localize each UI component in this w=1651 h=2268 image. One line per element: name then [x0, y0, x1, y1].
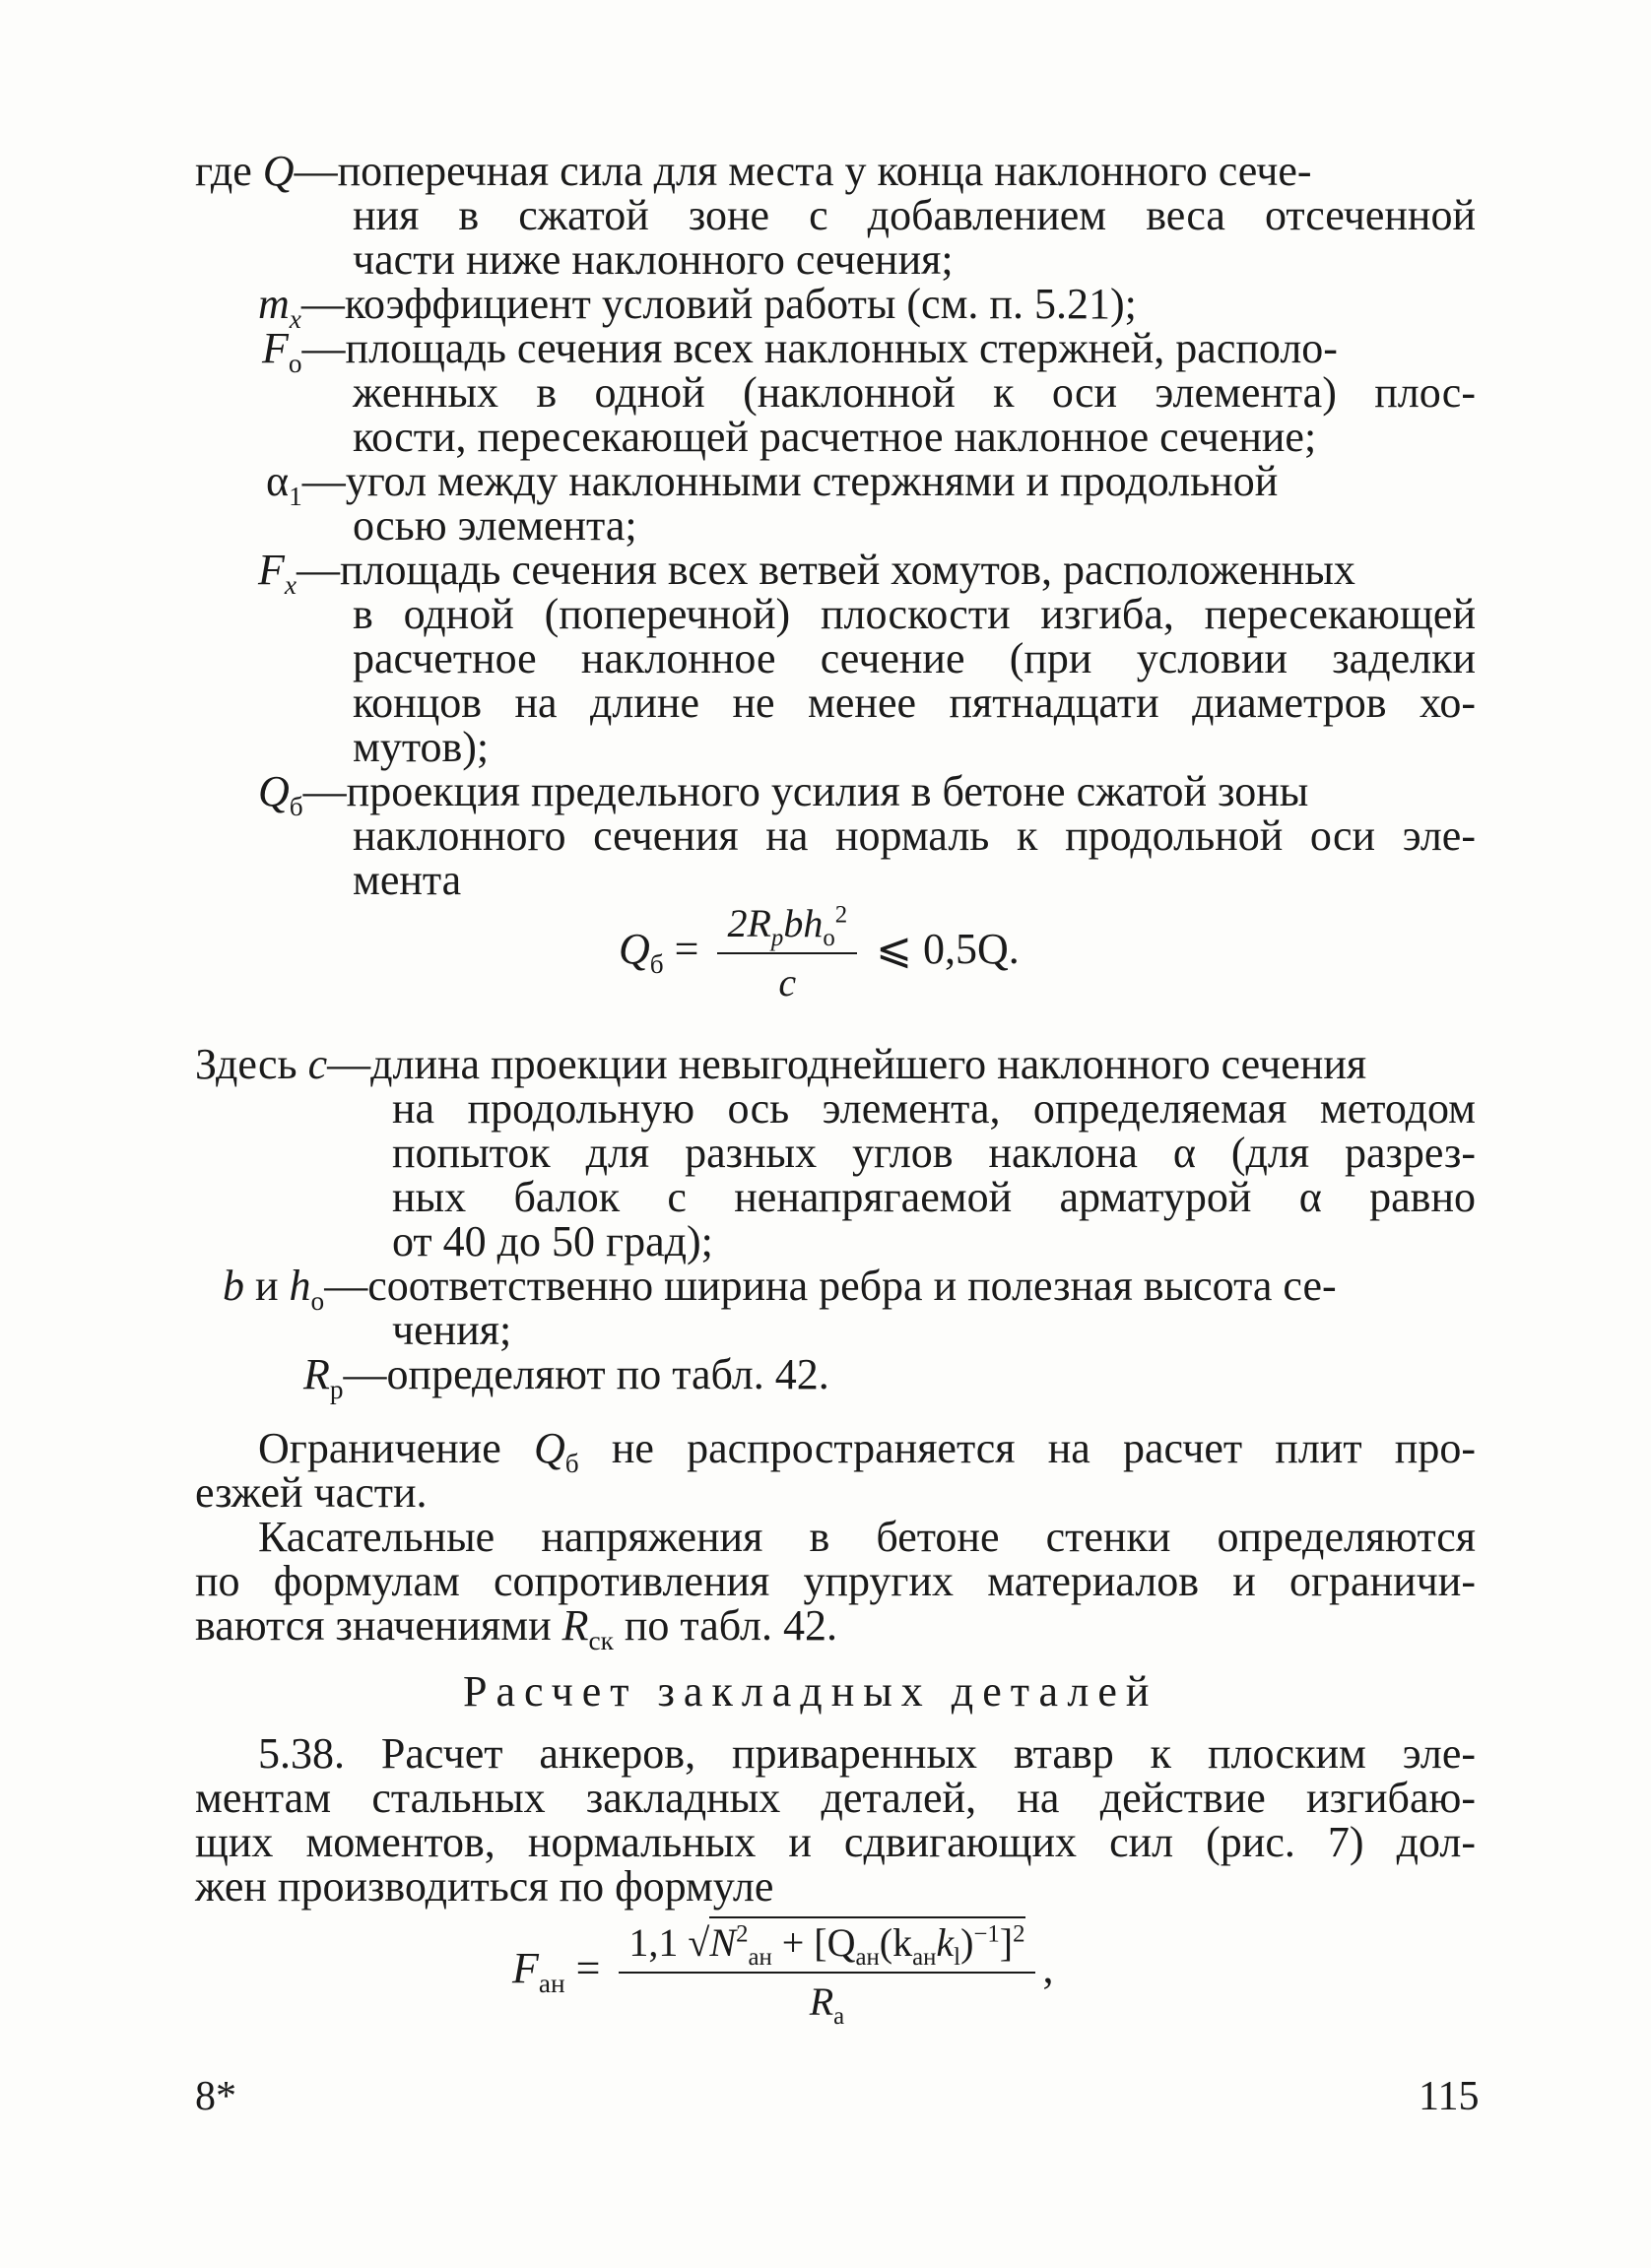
para3-line2: ментам стальных закладных деталей, на действие изгибаю- [195, 1774, 1476, 1822]
word-i: и [255, 1262, 279, 1310]
formula1-lhs: Q [619, 925, 650, 974]
para3-line4: жен производиться по формуле [195, 1862, 774, 1911]
word-zdes: Здесь [195, 1040, 297, 1088]
symbol-qb-inline: Q [533, 1424, 565, 1472]
def-c-text1: —длина проекции невыгоднейшего наклонного сечения [327, 1040, 1367, 1088]
def-q-line3: части ниже наклонного сечения; [353, 235, 954, 284]
def-c-line3: попыток для разных углов наклона α (для разрез- [392, 1129, 1476, 1177]
symbol-rsk: R [561, 1601, 589, 1650]
def-fx-line5: мутов); [353, 723, 490, 771]
def-rp-text1: —определяют по табл. 42. [343, 1350, 829, 1398]
symbol-h-sub: o [310, 1285, 325, 1316]
formula-qb [619, 901, 1020, 1005]
symbol-fx-sub: x [284, 569, 297, 600]
symbol-c: c [307, 1040, 328, 1088]
signature-mark: 8* [195, 2074, 236, 2119]
formula1-fraction [717, 901, 857, 1005]
sqrt-sign: √ [688, 1920, 710, 1965]
formula1-equals: = [674, 925, 699, 974]
def-fo-line3: кости, пересекающей расчетное наклонное сечение; [353, 413, 1317, 461]
def-rp-line1 [303, 1349, 829, 1404]
symbol-b: b [223, 1262, 244, 1310]
def-qb-line2: наклонного сечения на нормаль к продольной оси эле- [353, 811, 1476, 860]
symbol-alpha-sub: 1 [289, 481, 302, 511]
para1-line2: езжей части. [195, 1468, 428, 1517]
section-heading: Расчет закладных деталей [463, 1667, 1158, 1716]
para3-line1: 5.38. Расчет анкеров, приваренных втавр к плоским эле- [258, 1729, 1476, 1778]
def-a1-line2: осью элемента; [353, 501, 637, 550]
page-number: 115 [1419, 2074, 1480, 2119]
formula1-numerator: $2R_pbh_o^2$ [717, 901, 857, 954]
formula2-denominator: $R_а$ [809, 1979, 845, 2030]
def-bh-line1 [223, 1261, 1337, 1316]
para1-line1: Ограничение $Q_б$ не распространяется на расчет плит про- [258, 1424, 1476, 1478]
formula1-denominator: c [778, 960, 797, 1004]
def-a1-text1: —угол между наклонными стержнями и продольной [301, 457, 1279, 505]
def-q-text1: —поперечная сила для места у конца наклонного сече- [294, 147, 1312, 195]
formula2-lhs: F [512, 1944, 539, 1993]
formula1-rhs: ⩽ 0,5Q. [876, 925, 1020, 974]
formula2-fraction [619, 1920, 1034, 2030]
symbol-f-sub: o [288, 348, 302, 378]
def-c-line2: на продольную ось элемента, определяемая методом [392, 1084, 1476, 1133]
para2-line2: по формулам сопротивления упругих материалов и ограничи- [195, 1557, 1476, 1605]
def-qb-text1: —проекция предельного усилия в бетоне сжатой зоны [302, 767, 1309, 815]
def-fx-text1: —площадь сечения всех ветвей хомутов, расположенных [297, 546, 1355, 594]
word-gde: где [195, 147, 252, 195]
formula2-numerator: 1,1 $√N^2_{ан} + [Q_{ан}(k_{ан}k_l)^{-1}]^2$ [619, 1920, 1034, 1974]
para3-line3: щих моментов, нормальных и сдвигающих сил (рис. 7) дол- [195, 1818, 1476, 1866]
formula2-comma: , [1042, 1944, 1054, 1993]
def-c-line5: от 40 до 50 град); [392, 1217, 713, 1265]
symbol-qb-sub: б [289, 791, 303, 821]
para2-line1: Касательные напряжения в бетоне стенки определяются [258, 1513, 1476, 1561]
def-fx-line3: расчетное наклонное сечение (при условии заделки [353, 634, 1476, 682]
def-fo-text1: —площадь сечения всех наклонных стержней, располо- [301, 324, 1338, 372]
formula2-equals: = [575, 1944, 601, 1993]
symbol-m: m [258, 280, 290, 328]
formula2-lhs-sub: ан [538, 1968, 565, 1998]
formula2-radicand: $N^2_{ан} + [Q_{ан}(k_{ан}k_l)^{-1}]^2$ [709, 1916, 1024, 1965]
def-fo-line2: женных в одной (наклонной к оси элемента) плос- [353, 368, 1476, 417]
formula1-lhs-sub: б [649, 948, 664, 979]
symbol-m-sub: x [289, 303, 301, 334]
symbol-f: F [262, 324, 289, 372]
def-fx-line4: концов на длине не менее пятнадцати диаметров хо- [353, 679, 1476, 727]
symbol-h: h [289, 1262, 311, 1310]
def-qb-line3: мента [353, 856, 462, 904]
symbol-fx: F [258, 546, 285, 594]
def-c-line4: ных балок с ненапрягаемой арматурой α равно [392, 1173, 1476, 1221]
def-fx-line2: в одной (поперечной) плоскости изгиба, пересекающей [353, 590, 1476, 638]
para2-line3: ваются значениями $R_{ск}$ по табл. 42. [195, 1601, 837, 1655]
symbol-qb: Q [258, 767, 290, 815]
symbol-r: R [303, 1350, 330, 1398]
symbol-alpha: α [266, 457, 290, 505]
formula-fan [512, 1920, 1054, 2030]
def-bh-text1: —соответственно ширина ребра и полезная высота се- [324, 1262, 1337, 1310]
symbol-r-sub: р [329, 1374, 344, 1404]
def-q-line2: ния в сжатой зоне с добавлением веса отсеченной [353, 191, 1476, 239]
def-mx-text1: —коэффициент условий работы (см. п. 5.21); [300, 280, 1137, 328]
symbol-q: Q [262, 147, 295, 195]
def-bh-line2: чения; [392, 1306, 512, 1354]
